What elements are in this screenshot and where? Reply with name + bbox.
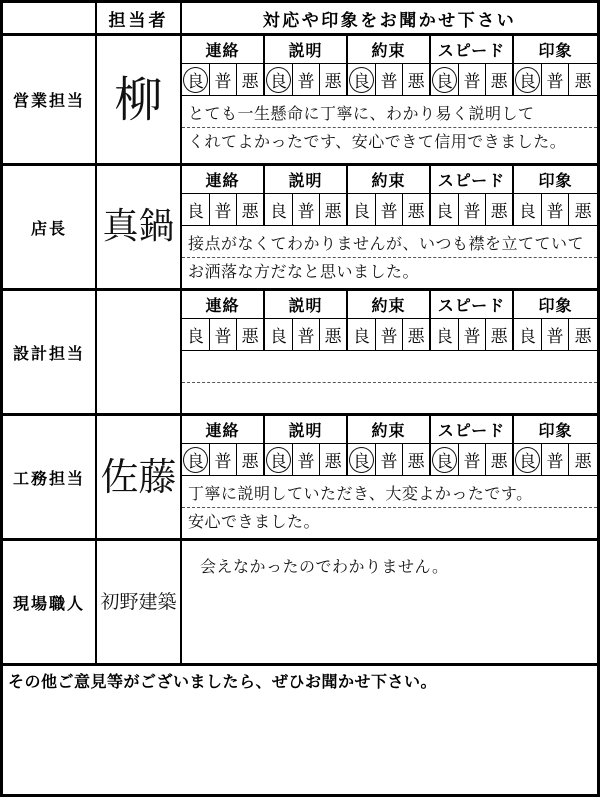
rating-option-poor[interactable]	[569, 194, 597, 226]
row-design-staff	[3, 291, 597, 416]
rating-option-label: 良	[518, 327, 536, 347]
rating-option-label: 普	[546, 452, 564, 472]
rating-option-label: 普	[546, 327, 564, 347]
rating-option-poor[interactable]	[320, 64, 348, 96]
rating-option-average[interactable]	[542, 194, 570, 226]
rating-option-label: 普	[214, 327, 232, 347]
rating-option-average[interactable]	[376, 319, 404, 351]
comment-line: くれてよかったです、安心できて信用できました。	[188, 132, 567, 151]
rating-grid	[182, 166, 597, 226]
rating-option-label: 普	[463, 72, 481, 92]
rating-option-label: 良	[269, 327, 287, 347]
selection-circle	[266, 67, 291, 93]
rating-option-label: 良	[269, 72, 287, 92]
rating-option-average[interactable]	[376, 444, 404, 476]
row-sales-rep	[3, 36, 597, 166]
category-label-explanation: 説明	[265, 166, 348, 194]
rating-option-label: 悪	[407, 327, 425, 347]
rating-option-good[interactable]	[348, 64, 376, 96]
selection-circle	[432, 67, 457, 93]
role-column-header	[3, 3, 97, 33]
row-store-manager	[3, 166, 597, 291]
selection-circle	[266, 447, 291, 473]
rating-option-label: 普	[463, 452, 481, 472]
category-label-speed: スピード	[431, 291, 514, 319]
rating-option-good[interactable]	[514, 194, 542, 226]
staff-name-field[interactable]	[97, 541, 182, 663]
rating-option-average[interactable]	[293, 444, 321, 476]
role-label: 現場職人	[3, 541, 97, 663]
comment-line	[182, 355, 597, 383]
rating-option-label: 良	[352, 327, 370, 347]
rating-option-average[interactable]	[210, 194, 238, 226]
rating-option-good[interactable]	[265, 319, 293, 351]
rating-option-label: 普	[297, 327, 315, 347]
rating-option-label: 悪	[324, 452, 342, 472]
rating-option-label: 普	[380, 72, 398, 92]
rating-option-label: 良	[518, 202, 536, 222]
rating-option-good[interactable]	[431, 319, 459, 351]
rating-option-poor[interactable]	[486, 319, 514, 351]
rating-option-label: 普	[463, 202, 481, 222]
rating-option-label: 悪	[324, 72, 342, 92]
rating-grid	[182, 291, 597, 351]
staff-column-header-label: 担当者	[108, 10, 169, 31]
comment-area[interactable]	[182, 226, 597, 288]
rating-option-poor[interactable]	[403, 194, 431, 226]
comment-area[interactable]	[182, 541, 597, 663]
rating-option-label: 良	[518, 452, 536, 472]
rating-grid	[182, 36, 597, 96]
rating-option-average[interactable]	[542, 444, 570, 476]
rating-option-poor[interactable]	[403, 64, 431, 96]
rating-option-good[interactable]	[265, 194, 293, 226]
staff-name: 佐藤	[100, 455, 177, 499]
other-comments-area[interactable]	[3, 696, 597, 794]
rating-option-label: 悪	[574, 202, 592, 222]
rating-option-label: 悪	[574, 452, 592, 472]
rating-option-average[interactable]	[293, 319, 321, 351]
rating-option-poor[interactable]	[569, 319, 597, 351]
rating-option-poor[interactable]	[403, 444, 431, 476]
comment-line: 丁寧に説明していただき、大変よかったです。	[182, 480, 597, 508]
staff-name-field[interactable]	[97, 36, 182, 163]
rating-option-good[interactable]	[182, 319, 210, 351]
rating-option-average[interactable]	[376, 64, 404, 96]
role-label: 設計担当	[3, 291, 97, 413]
rating-option-label: 普	[463, 327, 481, 347]
rating-option-label: 良	[269, 452, 287, 472]
rating-option-good[interactable]	[348, 444, 376, 476]
rating-option-label: 良	[352, 452, 370, 472]
rating-option-label: 普	[546, 202, 564, 222]
rating-option-label: 良	[186, 452, 204, 472]
rating-option-label: 良	[186, 72, 204, 92]
rating-option-average[interactable]	[210, 319, 238, 351]
rating-option-label: 悪	[574, 327, 592, 347]
other-comments-section	[3, 666, 597, 794]
comment-area[interactable]	[182, 476, 597, 538]
rating-option-label: 悪	[407, 202, 425, 222]
rating-option-label: 普	[214, 202, 232, 222]
category-label-explanation: 説明	[265, 416, 348, 444]
rating-option-poor[interactable]	[237, 194, 265, 226]
rating-option-label: 悪	[241, 72, 259, 92]
comment-line: 安心できました。	[188, 512, 321, 531]
comment-line: お洒落な方だなと思いました。	[188, 262, 420, 281]
comment-line	[182, 383, 597, 411]
staff-name-field[interactable]	[97, 416, 182, 538]
staff-name: 柳	[114, 71, 163, 128]
rating-option-label: 普	[380, 452, 398, 472]
rating-option-label: 良	[186, 327, 204, 347]
rating-option-good[interactable]	[431, 194, 459, 226]
rating-option-good[interactable]	[431, 64, 459, 96]
rating-option-label: 普	[297, 72, 315, 92]
rating-option-label: 悪	[490, 327, 508, 347]
rating-option-poor[interactable]	[569, 64, 597, 96]
feedback-cell	[182, 541, 597, 663]
rating-option-good[interactable]	[265, 64, 293, 96]
selection-circle	[183, 67, 208, 93]
rating-option-poor[interactable]	[486, 64, 514, 96]
category-label-impression: 印象	[514, 36, 597, 64]
rating-option-average[interactable]	[459, 64, 487, 96]
selection-circle	[349, 67, 374, 93]
rating-option-label: 悪	[490, 202, 508, 222]
rating-option-average[interactable]	[459, 319, 487, 351]
comment-area[interactable]	[182, 96, 597, 163]
feedback-cell	[182, 166, 597, 288]
category-label-contact: 連絡	[182, 36, 265, 64]
rating-option-label: 悪	[241, 327, 259, 347]
rating-option-poor[interactable]	[569, 444, 597, 476]
rating-option-good[interactable]	[514, 444, 542, 476]
rating-option-label: 悪	[324, 202, 342, 222]
selection-circle	[349, 447, 374, 473]
rating-option-label: 普	[546, 72, 564, 92]
rating-option-label: 普	[297, 452, 315, 472]
rating-option-average[interactable]	[459, 194, 487, 226]
category-label-contact: 連絡	[182, 166, 265, 194]
rating-option-good[interactable]	[348, 194, 376, 226]
rating-option-good[interactable]	[514, 319, 542, 351]
rating-option-label: 良	[435, 452, 453, 472]
rating-option-average[interactable]	[542, 319, 570, 351]
rating-option-label: 普	[297, 202, 315, 222]
feedback-cell	[182, 36, 597, 163]
rating-option-label: 悪	[407, 452, 425, 472]
role-label: 店長	[3, 166, 97, 288]
staff-name: 真鍋	[102, 206, 175, 247]
rating-option-average[interactable]	[459, 444, 487, 476]
rating-option-poor[interactable]	[237, 64, 265, 96]
rating-option-poor[interactable]	[237, 319, 265, 351]
staff-column-header	[97, 3, 182, 33]
rating-option-average[interactable]	[542, 64, 570, 96]
rating-option-good[interactable]	[265, 444, 293, 476]
feedback-cell	[182, 291, 597, 413]
category-label-impression: 印象	[514, 291, 597, 319]
rating-option-poor[interactable]	[320, 444, 348, 476]
category-label-promise: 約束	[348, 291, 431, 319]
rating-option-label: 悪	[407, 72, 425, 92]
rating-option-poor[interactable]	[320, 319, 348, 351]
rating-option-label: 良	[435, 202, 453, 222]
comment-line: とても一生懸命に丁寧に、わかり易く説明して	[182, 100, 597, 128]
category-label-speed: スピード	[431, 416, 514, 444]
rating-option-label: 悪	[241, 452, 259, 472]
rating-option-label: 悪	[490, 72, 508, 92]
category-label-explanation: 説明	[265, 291, 348, 319]
rating-option-good[interactable]	[182, 64, 210, 96]
rating-option-good[interactable]	[182, 444, 210, 476]
rating-option-average[interactable]	[293, 194, 321, 226]
feedback-column-header	[182, 3, 597, 33]
rating-option-poor[interactable]	[403, 319, 431, 351]
rating-option-label: 良	[435, 72, 453, 92]
rating-option-label: 良	[186, 202, 204, 222]
rating-option-poor[interactable]	[320, 194, 348, 226]
rating-option-label: 良	[352, 72, 370, 92]
header-row	[3, 3, 597, 36]
category-label-promise: 約束	[348, 416, 431, 444]
rating-option-label: 良	[518, 72, 536, 92]
row-site-craftsman	[3, 541, 597, 666]
rating-option-label: 良	[435, 327, 453, 347]
rating-option-poor[interactable]	[486, 444, 514, 476]
rating-option-label: 悪	[574, 72, 592, 92]
staff-name-field[interactable]	[97, 291, 182, 413]
rating-grid	[182, 416, 597, 476]
rating-option-good[interactable]	[348, 319, 376, 351]
category-label-impression: 印象	[514, 416, 597, 444]
rating-option-label: 良	[269, 202, 287, 222]
rating-option-label: 良	[352, 202, 370, 222]
comment-area[interactable]	[182, 351, 597, 413]
category-label-speed: スピード	[431, 36, 514, 64]
rating-option-poor[interactable]	[237, 444, 265, 476]
rating-option-label: 普	[214, 452, 232, 472]
rating-option-label: 普	[214, 72, 232, 92]
selection-circle	[515, 67, 540, 93]
selection-circle	[183, 447, 208, 473]
category-label-promise: 約束	[348, 166, 431, 194]
rating-option-label: 悪	[241, 202, 259, 222]
rating-option-good[interactable]	[514, 64, 542, 96]
role-label: 営業担当	[3, 36, 97, 163]
staff-name-field[interactable]	[97, 166, 182, 288]
category-label-speed: スピード	[431, 166, 514, 194]
rating-option-label: 普	[380, 327, 398, 347]
category-label-impression: 印象	[514, 166, 597, 194]
rating-option-average[interactable]	[376, 194, 404, 226]
rating-option-average[interactable]	[293, 64, 321, 96]
rating-option-label: 普	[380, 202, 398, 222]
feedback-cell	[182, 416, 597, 538]
rating-option-label: 悪	[490, 452, 508, 472]
comment-line: 接点がなくてわかりませんが、いつも襟を立てていて	[182, 230, 597, 258]
category-label-contact: 連絡	[182, 416, 265, 444]
rating-option-average[interactable]	[210, 444, 238, 476]
rating-option-good[interactable]	[431, 444, 459, 476]
selection-circle	[515, 447, 540, 473]
category-label-contact: 連絡	[182, 291, 265, 319]
category-label-promise: 約束	[348, 36, 431, 64]
row-construction-staff	[3, 416, 597, 541]
selection-circle	[432, 447, 457, 473]
rating-option-good[interactable]	[182, 194, 210, 226]
rating-option-average[interactable]	[210, 64, 238, 96]
rating-option-poor[interactable]	[486, 194, 514, 226]
other-comments-prompt: その他ご意見等がございましたら、ぜひお聞かせ下さい。	[8, 672, 438, 691]
role-label: 工務担当	[3, 416, 97, 538]
rating-option-label: 悪	[324, 327, 342, 347]
feedback-column-header-label: 対応や印象をお聞かせ下さい	[262, 10, 517, 31]
staff-name: 初野建築	[100, 590, 177, 613]
comment-line: 会えなかったのでわかりません。	[200, 557, 449, 576]
category-label-explanation: 説明	[265, 36, 348, 64]
